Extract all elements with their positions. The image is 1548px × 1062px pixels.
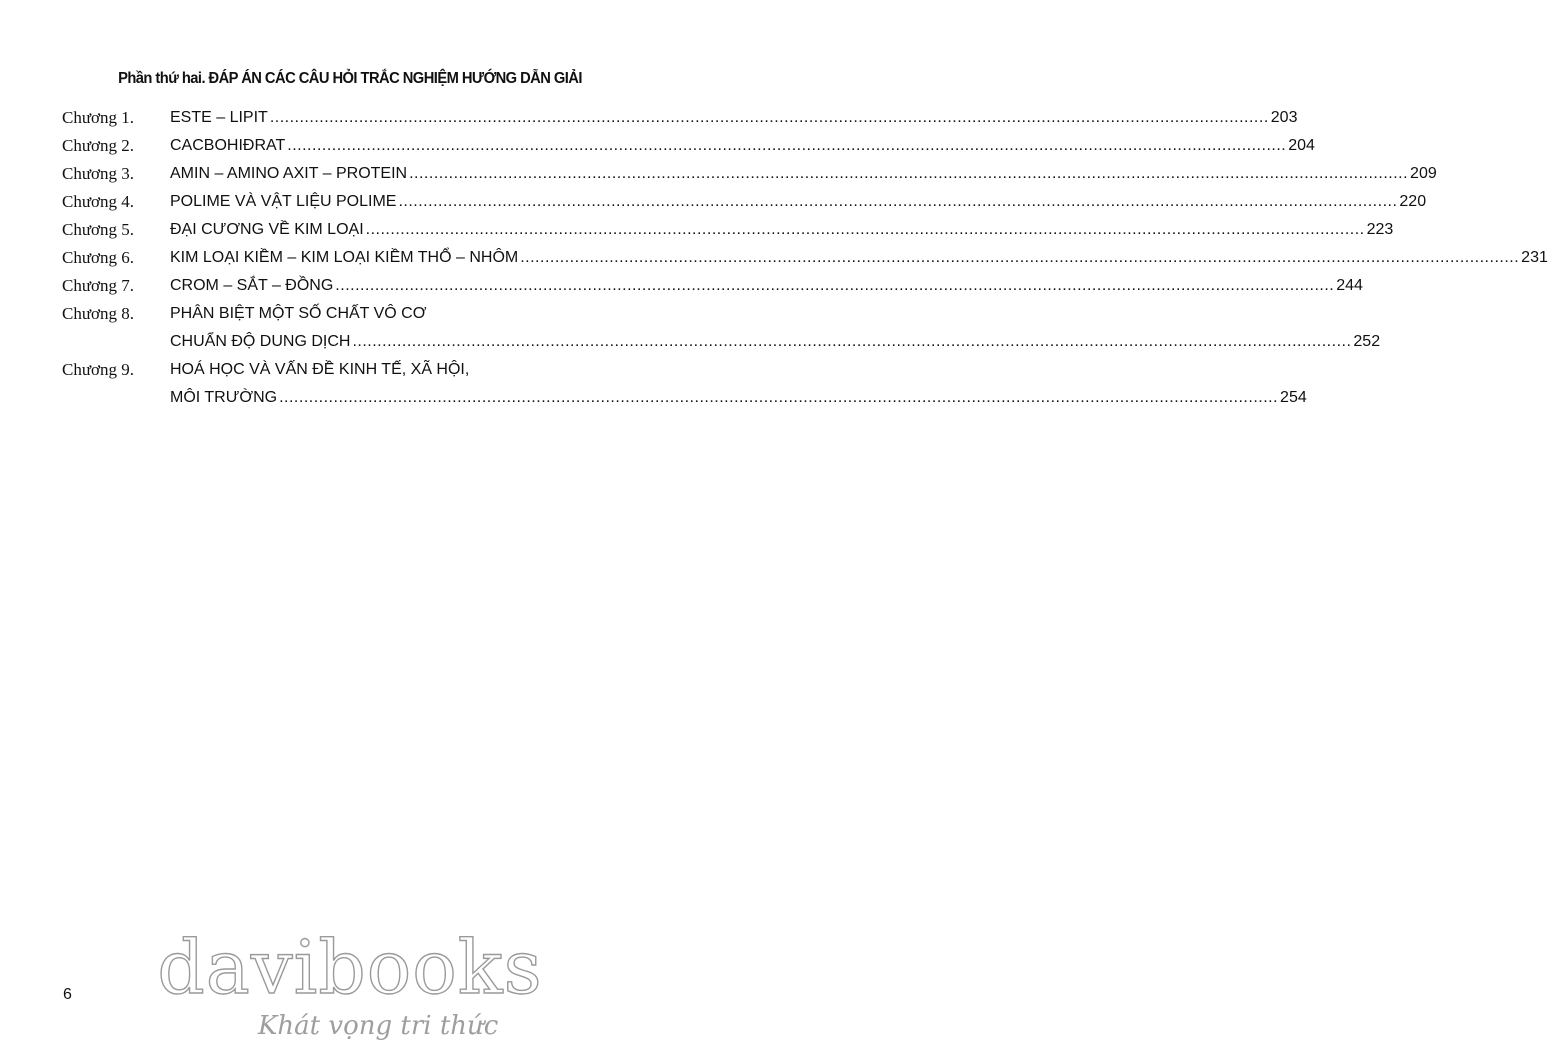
- toc-entry-chapter-9: [62, 360, 1307, 408]
- chapter-label: Chương 9.: [62, 360, 135, 379]
- page-ref: 244: [1336, 277, 1363, 294]
- section-heading: Phần thứ hai. ĐÁP ÁN CÁC CÂU HỎI TRẮC NGHIỆM HƯỚNG DẪN GIẢI: [118, 70, 582, 87]
- leader-line: [170, 248, 1548, 268]
- chapter-title: [170, 136, 1315, 156]
- chapter-label: Chương 7.: [62, 276, 135, 295]
- dot-leader: [398, 192, 1397, 212]
- chapter-title-line: PHÂN BIỆT MỘT SỐ CHẤT VÔ CƠ: [170, 305, 427, 322]
- publisher-watermark: [150, 925, 550, 1045]
- page-ref: 209: [1410, 165, 1437, 182]
- chapter-title-line: HOÁ HỌC VÀ VẤN ĐỀ KINH TẾ, XÃ HỘI,: [170, 361, 470, 378]
- publisher-slogan: Khát vọng tri thức: [258, 1011, 499, 1041]
- toc-entry-chapter-6: [62, 248, 1548, 268]
- chapter-label: Chương 4.: [62, 192, 135, 211]
- chapter-title-text: CROM – SẮT – ĐỒNG: [170, 277, 334, 294]
- toc-entry-chapter-8: [62, 304, 1381, 352]
- leader-line: [170, 276, 1363, 296]
- page-ref: 254: [1280, 389, 1307, 406]
- chapter-label: Chương 6.: [62, 248, 135, 267]
- leader-line: [170, 136, 1315, 156]
- toc-entry-chapter-2: [62, 136, 1315, 156]
- toc-entry-chapter-7: [62, 276, 1363, 296]
- chapter-title-text: POLIME VÀ VẬT LIỆU POLIME: [170, 193, 397, 210]
- chapter-title: [170, 248, 1548, 268]
- leader-line: [170, 164, 1437, 184]
- chapter-title-text: KIM LOẠI KIỀM – KIM LOẠI KIỀM THỔ – NHÔM: [170, 249, 519, 266]
- chapter-label: Chương 5.: [62, 220, 135, 239]
- dot-leader: [279, 388, 1278, 408]
- chapter-title: [170, 360, 1307, 408]
- chapter-label: Chương 3.: [62, 164, 135, 183]
- leader-line: [170, 108, 1297, 128]
- chapter-title: [170, 192, 1426, 212]
- page-ref: 231: [1521, 249, 1548, 266]
- dot-leader: [366, 220, 1365, 240]
- toc-entry-chapter-3: [62, 164, 1437, 184]
- page-ref: 223: [1366, 221, 1394, 238]
- chapter-title-text: MÔI TRƯỜNG: [170, 389, 278, 406]
- dot-leader: [287, 136, 1286, 156]
- page-ref: 204: [1288, 137, 1315, 154]
- chapter-title-text: ĐẠI CƯƠNG VỀ KIM LOẠI: [170, 221, 364, 238]
- dot-leader: [352, 332, 1351, 352]
- chapter-label: Chương 8.: [62, 304, 135, 323]
- toc-entry-chapter-4: [62, 192, 1427, 212]
- table-of-contents: [62, 108, 1548, 416]
- chapter-title: [170, 220, 1393, 240]
- page-ref: 203: [1270, 109, 1298, 126]
- chapter-title-text: AMIN – AMINO AXIT – PROTEIN: [170, 165, 408, 182]
- leader-line: [170, 192, 1426, 212]
- chapter-title-text: CACBOHIĐRAT: [170, 137, 286, 154]
- publisher-logo-text: davibooks: [157, 925, 543, 1011]
- chapter-title: [170, 164, 1437, 184]
- toc-entry-chapter-5: [62, 220, 1394, 240]
- chapter-title-text: ESTE – LIPIT: [170, 109, 268, 126]
- chapter-title: [170, 304, 1380, 352]
- dot-leader: [335, 276, 1334, 296]
- leader-line: [170, 388, 1307, 408]
- leader-line: [170, 332, 1380, 352]
- chapter-label: Chương 1.: [62, 108, 135, 127]
- chapter-title-text: CHUẨN ĐỘ DUNG DỊCH: [170, 333, 351, 350]
- chapter-title: [170, 276, 1363, 296]
- dot-leader: [520, 248, 1519, 268]
- page-ref: 220: [1399, 193, 1427, 210]
- dot-leader: [270, 108, 1269, 128]
- page-number: 6: [63, 986, 72, 1003]
- dot-leader: [409, 164, 1408, 184]
- leader-line: [170, 220, 1393, 240]
- chapter-label: Chương 2.: [62, 136, 135, 155]
- chapter-title: [170, 108, 1297, 128]
- page-ref: 252: [1353, 333, 1381, 350]
- toc-entry-chapter-1: [62, 108, 1298, 128]
